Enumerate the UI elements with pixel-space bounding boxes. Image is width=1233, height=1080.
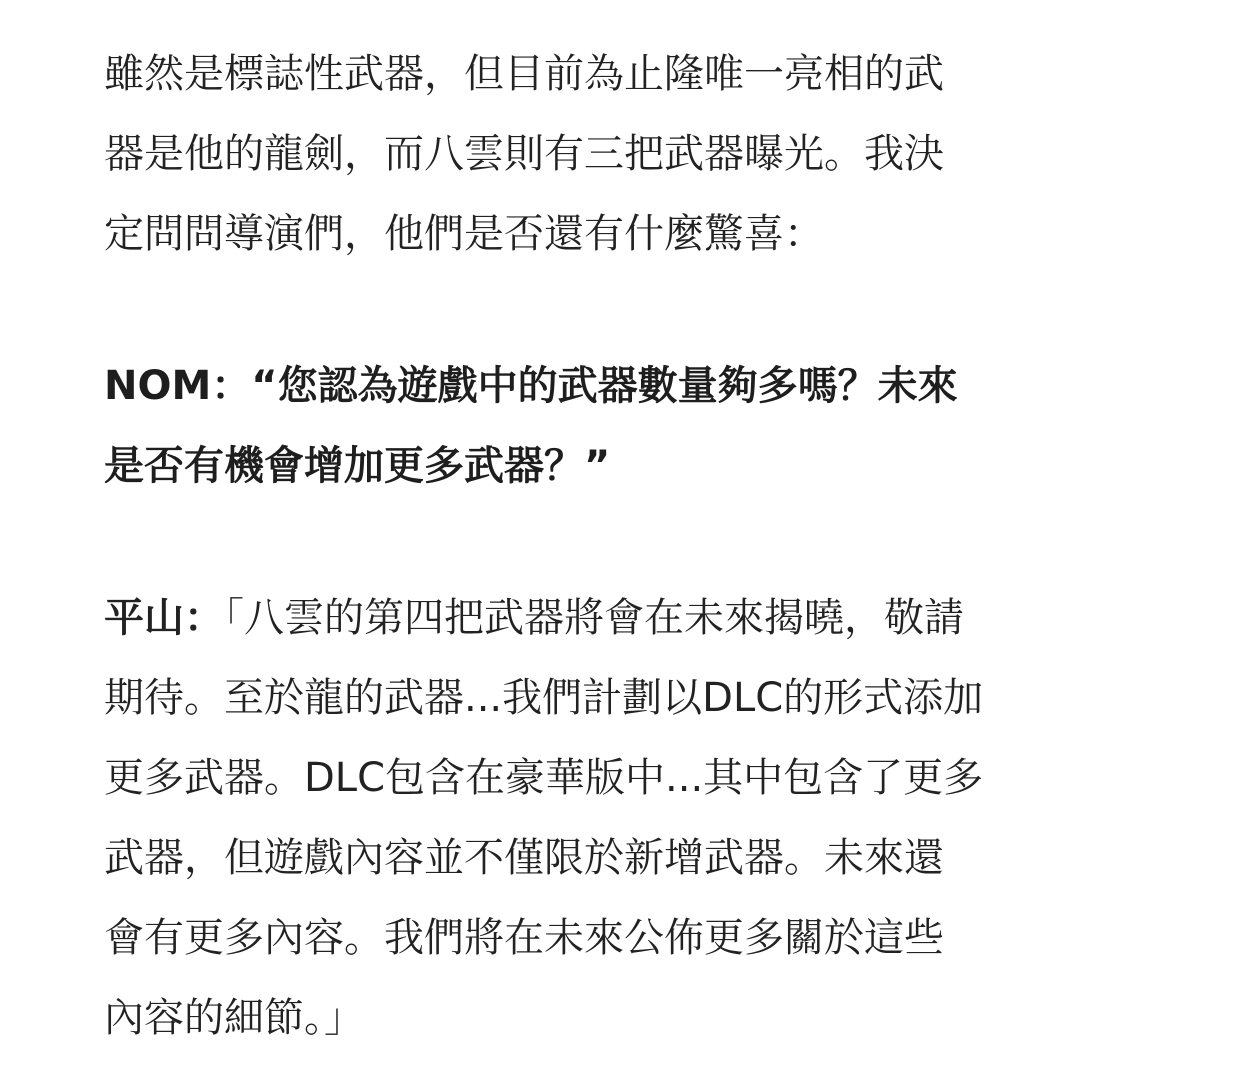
answer-text: 「八雲的第四把武器將會在未來揭曉，敬請	[224, 595, 964, 641]
text-line: 期待。至於龍的武器...我們計劃以DLC的形式添加	[104, 675, 984, 721]
interview-answer	[104, 578, 1124, 1058]
text-line: NOM：“您認為遊戲中的武器數量夠多嗎？未來	[104, 363, 958, 409]
text-line: 定問問導演們，他們是否還有什麼驚喜：	[104, 211, 824, 257]
text-line: 武器，但遊戲內容並不僅限於新增武器。未來還	[104, 835, 944, 881]
article-body	[104, 34, 1124, 1058]
text-line: 會有更多內容。我們將在未來公佈更多關於這些	[104, 915, 944, 961]
paragraph-spacer	[104, 506, 1124, 578]
text-line: 是否有機會增加更多武器？”	[104, 443, 611, 489]
interview-question	[104, 346, 1124, 506]
text-line	[104, 578, 1124, 658]
intro-paragraph	[104, 34, 1124, 274]
paragraph-spacer	[104, 274, 1124, 346]
text-line: 雖然是標誌性武器，但目前為止隆唯一亮相的武	[104, 51, 944, 97]
speaker-name: 平山：	[104, 595, 224, 641]
text-line: 更多武器。DLC包含在豪華版中...其中包含了更多	[104, 755, 984, 801]
text-line: 內容的細節。」	[104, 995, 364, 1041]
text-line: 器是他的龍劍，而八雲則有三把武器曝光。我決	[104, 131, 944, 177]
